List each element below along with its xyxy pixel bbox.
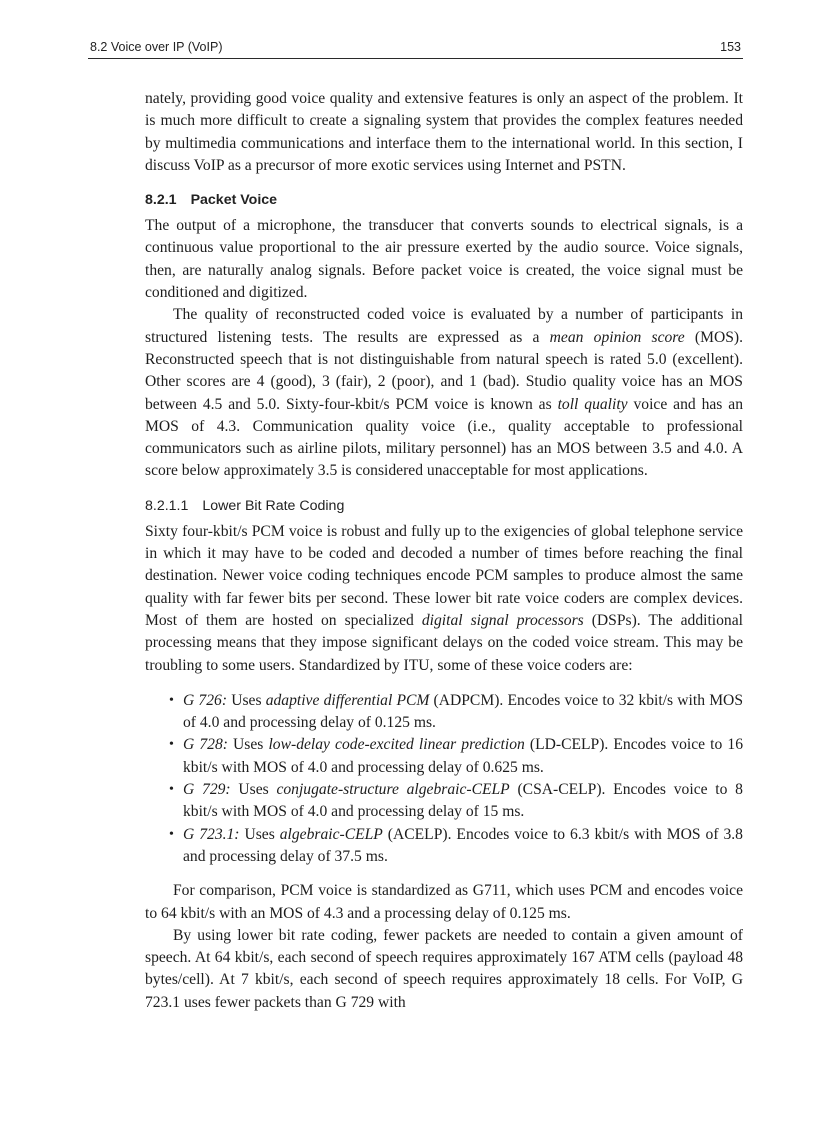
coder-code: G 726: (183, 691, 228, 709)
list-item (169, 690, 743, 735)
text-run: The quality of reconstructed coded voice is evaluated by a number of participants in structured listening tests. The results are expressed as a (145, 306, 743, 346)
running-header (88, 38, 743, 59)
text-run: Uses (239, 825, 280, 843)
text-run: Uses (227, 736, 269, 754)
intro-paragraph: nately, providing good voice quality and extensive features is only an aspect of the problem. It is much more difficult to create a signaling system that provides the complex features needed by multimedia communications and interface them to the international world. In this section, I discuss VoIP as a precursor of more exotic services using Internet and PSTN. (145, 90, 743, 174)
text-run: (DSPs). The additional processing means that they impose significant delays on the coded voice stream. This may be troubling to some users. Standardized by ITU, some of these voice coders are: (145, 611, 743, 674)
lower-bit-rate-paragraph-1 (145, 521, 743, 677)
term-dsp: digital signal processors (421, 611, 584, 629)
text-run: (CSA-CELP). Encodes voice to 8 kbit/s with MOS of 4.0 and processing delay of 15 ms. (183, 781, 743, 821)
subsection-number: 8.2.1.1 (145, 497, 189, 514)
coder-code: G 729: (183, 781, 231, 799)
packet-voice-paragraph-1: The output of a microphone, the transducer that converts sounds to electrical signals, is a continuous value proportional to the air pressure exerted by the audio source. Voice signals, then, are naturally analog signals. Before packet voice is created, the voice signal must be conditioned and digitized. (145, 217, 743, 302)
text-run: Uses (227, 691, 266, 709)
section-title: Packet Voice (190, 192, 278, 209)
bullet-icon: • (169, 782, 174, 798)
section-heading-8-2-1 (145, 190, 743, 210)
text-run: (LD-CELP). Encodes voice to 16 kbit/s with MOS of 4.0 and processing delay of 0.625 ms. (183, 736, 743, 776)
running-head-section: 8.2 Voice over IP (VoIP) (90, 40, 223, 54)
bullet-icon: • (169, 826, 174, 842)
section-number: 8.2.1 (145, 192, 177, 209)
bullet-icon: • (169, 692, 174, 708)
coder-code: G 728: (183, 736, 228, 754)
page-body (145, 88, 743, 1014)
section-heading-8-2-1-1 (145, 496, 743, 516)
term-mean-opinion-score: mean opinion score (549, 328, 685, 346)
list-item (169, 734, 743, 779)
text-run: voice and has an MOS of 4.3. Communication quality voice (i.e., quality acceptable to professional communicators such as airline pilots, military personnel) has an MOS between 3.5 and 4.0. A score below approximately 3.5 is considered unacceptable for most applications. (145, 395, 743, 480)
bullet-icon: • (169, 737, 174, 753)
coder-method: low-delay code-excited linear prediction (268, 736, 525, 754)
text-run: Uses (230, 781, 277, 799)
text-run: (MOS). Reconstructed speech that is not distinguishable from natural speech is rated 5.0 (excellent). Other scores are 4 (good), 3 (fair), 2 (poor), and 1 (bad). Studio quality voice has an MOS between 4.5 and 5.0. Sixty-four-kbit/s PCM voice is known as (145, 328, 744, 413)
list-item (169, 779, 743, 824)
packets-paragraph: By using lower bit rate coding, fewer packets are needed to contain a given amount of speech. At 64 kbit/s, each second of speech requires approximately 167 ATM cells (payload 48 bytes/cell). At 7 kbit/s, each second of speech requires approximately 18 cells. For VoIP, G 723.1 uses fewer packets than G 729 with (145, 926, 743, 1011)
coder-method: adaptive differential PCM (265, 691, 430, 709)
comparison-paragraph: For comparison, PCM voice is standardized as G711, which uses PCM and encodes voice to 64 kbit/s with an MOS of 4.3 and a processing delay of 0.125 ms. (145, 882, 743, 922)
text-run: (ADPCM). Encodes voice to 32 kbit/s with MOS of 4.0 and processing delay of 0.125 ms. (183, 691, 743, 732)
list-item (169, 824, 743, 869)
coder-method: algebraic-CELP (279, 825, 383, 843)
packet-voice-paragraph-2 (145, 304, 743, 482)
voice-coder-list (145, 690, 743, 868)
coder-method: conjugate-structure algebraic-CELP (276, 781, 510, 799)
term-toll-quality: toll quality (557, 395, 628, 413)
text-run: (ACELP). Encodes voice to 6.3 kbit/s with MOS of 3.8 and processing delay of 37.5 ms. (183, 825, 743, 865)
coder-code: G 723.1: (183, 825, 240, 843)
subsection-title: Lower Bit Rate Coding (202, 497, 345, 514)
text-run: Sixty four-kbit/s PCM voice is robust and fully up to the exigencies of global telephone service in which it may have to be coded and decoded a number of times before reaching the final destination. Newer voice coding techniques encode PCM samples to produce almost the same quality with far fewer bits per second. These lower bit rate voice coders are complex devices. Most of them are hosted on specialized (145, 522, 743, 629)
page-number: 153 (720, 40, 741, 54)
